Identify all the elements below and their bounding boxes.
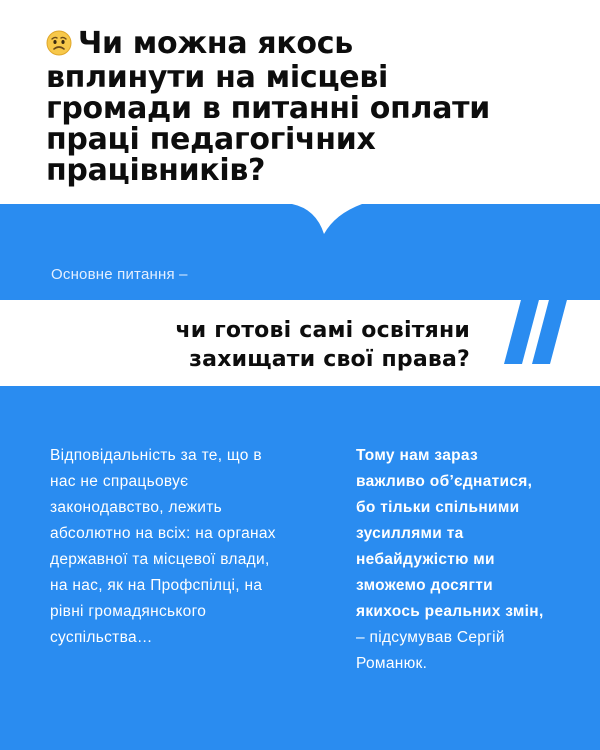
title-line-5: працівників?	[46, 153, 266, 188]
right-paragraph	[356, 443, 596, 677]
left-paragraph-line: державної та місцевої влади,	[50, 551, 270, 568]
right-paragraph-bold-line: зусиллями та	[356, 525, 464, 542]
left-paragraph-line: на нас, як на Профспілці, на	[50, 577, 263, 594]
quote-line-1: чи готові самі освітяни	[175, 318, 470, 343]
subtitle: Основне питання –	[51, 266, 188, 283]
title-line-2: вплинути на місцеві	[46, 60, 388, 95]
right-paragraph-bold-line: якихось реальних змін,	[356, 603, 544, 620]
left-paragraph	[50, 443, 320, 651]
left-paragraph-line: абсолютно на всіх: на органах	[50, 525, 276, 542]
right-paragraph-bold-line: важливо об’єднатися,	[356, 473, 533, 490]
left-paragraph-line: рівні громадянського	[50, 603, 207, 620]
right-paragraph-bold-line: бо тільки спільними	[356, 499, 520, 516]
left-paragraph-line: суспільства…	[50, 629, 153, 646]
title-line-4: праці педагогічних	[46, 122, 376, 157]
left-paragraph-line: нас не спрацьовує	[50, 473, 189, 490]
page-title	[46, 28, 566, 186]
right-paragraph-bold-line: небайдужістю ми	[356, 551, 495, 568]
right-paragraph-bold-line: Тому нам зараз	[356, 447, 479, 464]
quote-line-2: захищати свої права?	[189, 347, 470, 372]
quotation-mark-icon	[504, 296, 568, 368]
right-paragraph-bold-line: зможемо досягти	[356, 577, 493, 594]
title-line-3: громади в питанні оплати	[46, 91, 490, 126]
attribution-line: – підсумував Сергій	[356, 629, 505, 646]
attribution-line: Романюк.	[356, 655, 428, 672]
title-line-1: Чи можна якось	[46, 28, 566, 62]
left-paragraph-line: Відповідальність за те, що в	[50, 447, 262, 464]
worried-face-icon	[46, 30, 72, 62]
left-paragraph-line: законодавство, лежить	[50, 499, 223, 516]
open-book-banner	[0, 204, 600, 300]
